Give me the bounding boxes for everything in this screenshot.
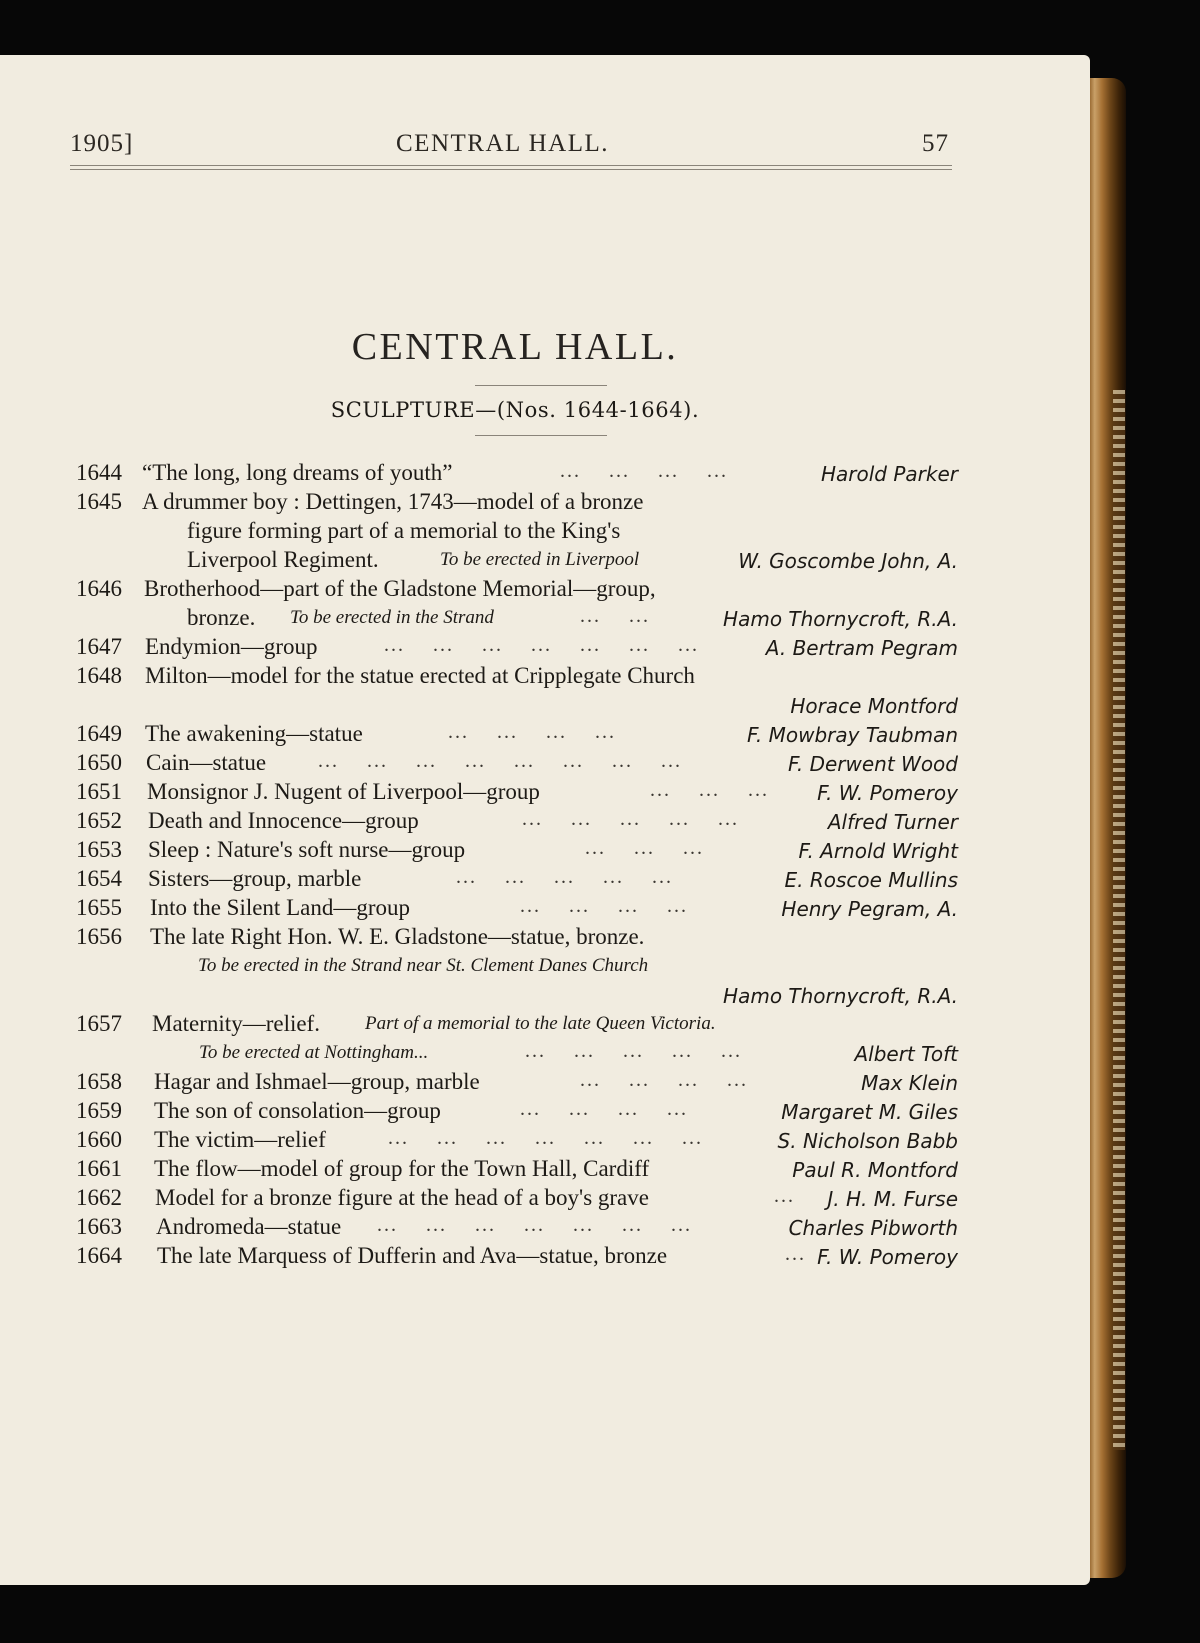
entry-title: The late Right Hon. W. E. Gladstone—statue, bronze. <box>150 924 645 949</box>
entry-title: Maternity—relief. <box>152 1011 320 1036</box>
catalogue-page <box>0 55 1090 1585</box>
catalogue-entry <box>0 837 1090 865</box>
entry-number: 1654 <box>76 866 122 891</box>
leader-dots: ... ... ... ... ... <box>525 1040 742 1062</box>
catalogue-entry <box>0 634 1090 662</box>
entry-artist: E. Roscoe Mullins <box>784 868 958 892</box>
catalogue-entry <box>0 779 1090 807</box>
entry-continuation <box>0 547 1090 575</box>
entry-number: 1651 <box>76 779 122 804</box>
entry-title: Sleep : Nature's soft nurse—group <box>148 837 466 862</box>
entry-title: Milton—model for the statue erected at Cripplegate Church <box>145 663 695 688</box>
entry-artist: Max Klein <box>861 1071 958 1095</box>
entry-number: 1646 <box>76 576 122 601</box>
entry-title: The awakening—statue <box>145 721 363 746</box>
catalogue-entry <box>0 1127 1090 1155</box>
entry-note: Part of a memorial to the late Queen Victoria. <box>365 1013 716 1034</box>
entry-title: Sisters—group, marble <box>148 866 362 891</box>
entry-title-continued: Liverpool Regiment. <box>187 547 379 572</box>
entry-artist: Hamo Thornycroft, R.A. <box>723 607 958 631</box>
leader-dots: ... <box>774 1185 795 1207</box>
entry-title: The son of consolation—group <box>154 1098 441 1123</box>
entry-title: The flow—model of group for the Town Hall, Cardiff <box>154 1156 650 1181</box>
catalogue-entry <box>0 460 1090 488</box>
entry-title: Brotherhood—part of the Gladstone Memorial—group, <box>144 576 656 601</box>
entry-number: 1647 <box>76 634 122 659</box>
leader-dots: ... ... ... ... <box>520 895 688 917</box>
entry-number: 1664 <box>76 1243 122 1268</box>
entry-title: Andromeda—statue <box>156 1214 342 1239</box>
entry-number: 1652 <box>76 808 122 833</box>
entry-title-continued: figure forming part of a memorial to the King's <box>187 518 621 543</box>
entry-artist: F. Mowbray Taubman <box>746 723 958 747</box>
catalogue-entry <box>0 721 1090 749</box>
entry-number: 1653 <box>76 837 122 862</box>
entry-number: 1662 <box>76 1185 122 1210</box>
entry-artist: F. Arnold Wright <box>798 839 958 863</box>
entry-number: 1648 <box>76 663 122 688</box>
catalogue-entry <box>0 1098 1090 1126</box>
entry-continuation <box>0 953 1090 981</box>
entry-continuation <box>0 982 1090 1010</box>
entry-title: Death and Innocence—group <box>148 808 419 833</box>
entry-artist: J. H. M. Furse <box>827 1187 958 1211</box>
entry-artist: Harold Parker <box>820 462 958 486</box>
entry-title-continued: bronze. <box>187 605 256 630</box>
entry-artist: Charles Pibworth <box>788 1216 958 1240</box>
entry-title: The victim—relief <box>154 1127 326 1152</box>
entry-number: 1644 <box>76 460 122 485</box>
entry-number: 1649 <box>76 721 122 746</box>
catalogue-entry <box>0 1011 1090 1039</box>
catalogue-entry <box>0 576 1090 604</box>
main-title: CENTRAL HALL. <box>351 326 679 368</box>
leader-dots: ... ... ... ... <box>520 1098 688 1120</box>
catalogue-entry <box>0 663 1090 691</box>
leader-dots: ... ... ... ... ... ... ... <box>384 634 699 656</box>
entry-artist: Alfred Turner <box>827 810 958 834</box>
entry-number: 1656 <box>76 924 122 949</box>
entry-continuation <box>0 692 1090 720</box>
entry-note: To be erected at Nottingham... <box>199 1042 429 1063</box>
entry-continuation <box>0 605 1090 633</box>
entry-artist: Margaret M. Giles <box>781 1100 958 1124</box>
entry-title: Model for a bronze figure at the head of a boy's grave <box>155 1185 649 1210</box>
leader-dots: ... ... ... <box>585 837 704 859</box>
title-rule <box>475 385 607 386</box>
book-edge-stitching <box>1113 390 1125 1450</box>
leader-dots: ... ... ... <box>650 779 769 801</box>
catalogue-entry <box>0 1214 1090 1242</box>
catalogue-entry <box>0 1156 1090 1184</box>
entry-number: 1661 <box>76 1156 122 1181</box>
running-head-year: 1905] <box>70 130 134 157</box>
entry-title: Hagar and Ishmael—group, marble <box>154 1069 480 1094</box>
entry-artist: F. Derwent Wood <box>787 752 958 776</box>
entry-number: 1655 <box>76 895 122 920</box>
catalogue-entry <box>0 808 1090 836</box>
entry-number: 1659 <box>76 1098 122 1123</box>
catalogue-entry <box>0 489 1090 517</box>
entry-title: Into the Silent Land—group <box>150 895 410 920</box>
header-rule <box>70 165 952 166</box>
leader-dots: ... ... ... ... ... ... ... <box>377 1214 692 1236</box>
page-number: 57 <box>922 130 949 157</box>
entry-number: 1658 <box>76 1069 122 1094</box>
catalogue-entry <box>0 895 1090 923</box>
entry-title: Cain—statue <box>146 750 267 775</box>
leader-dots: ... <box>785 1243 806 1265</box>
catalogue-entry <box>0 1185 1090 1213</box>
entry-title: The late Marquess of Dufferin and Ava—statue, bronze <box>157 1243 668 1268</box>
entry-artist: Hamo Thornycroft, R.A. <box>723 984 958 1008</box>
section-heading: SCULPTURE—(Nos. 1644-1664). <box>330 398 700 422</box>
catalogue-entry <box>0 1069 1090 1097</box>
header-rule <box>70 169 952 170</box>
leader-dots: ... ... ... ... <box>560 460 728 482</box>
entry-artist: W. Goscombe John, A. <box>738 549 958 573</box>
entry-title: “The long, long dreams of youth” <box>142 460 453 485</box>
leader-dots: ... ... <box>580 605 650 627</box>
entry-number: 1650 <box>76 750 122 775</box>
entry-number: 1660 <box>76 1127 122 1152</box>
catalogue-entry <box>0 750 1090 778</box>
entry-artist: A. Bertram Pegram <box>765 636 958 660</box>
entry-continuation <box>0 1040 1090 1068</box>
leader-dots: ... ... ... ... ... <box>522 808 739 830</box>
entry-title: Monsignor J. Nugent of Liverpool—group <box>147 779 540 804</box>
entry-artist: Horace Montford <box>790 694 958 718</box>
leader-dots: ... ... ... ... ... ... ... <box>388 1127 703 1149</box>
entry-artist: Albert Toft <box>854 1042 958 1066</box>
running-head-title: CENTRAL HALL. <box>396 130 609 157</box>
catalogue-entry <box>0 924 1090 952</box>
leader-dots: ... ... ... ... <box>580 1069 748 1091</box>
entry-note: To be erected in the Strand <box>290 607 494 628</box>
leader-dots: ... ... ... ... <box>448 721 616 743</box>
entry-number: 1657 <box>76 1011 122 1036</box>
entry-artist: F. W. Pomeroy <box>817 1245 958 1269</box>
entry-title: A drummer boy : Dettingen, 1743—model of a bronze <box>142 489 644 514</box>
entry-artist: Henry Pegram, A. <box>781 897 958 921</box>
entry-number: 1663 <box>76 1214 122 1239</box>
entry-continuation <box>0 518 1090 546</box>
leader-dots: ... ... ... ... ... ... ... ... <box>318 750 682 772</box>
section-rule <box>475 435 607 436</box>
leader-dots: ... ... ... ... ... <box>456 866 673 888</box>
entry-artist: Paul R. Montford <box>792 1158 958 1182</box>
entry-title: Endymion—group <box>145 634 318 659</box>
entry-note: To be erected in the Strand near St. Clement Danes Church <box>198 955 649 976</box>
entry-artist: S. Nicholson Babb <box>777 1129 958 1153</box>
entry-number: 1645 <box>76 489 122 514</box>
entry-artist: F. W. Pomeroy <box>817 781 958 805</box>
catalogue-entry <box>0 866 1090 894</box>
entry-note: To be erected in Liverpool <box>440 549 640 570</box>
catalogue-entry <box>0 1243 1090 1271</box>
